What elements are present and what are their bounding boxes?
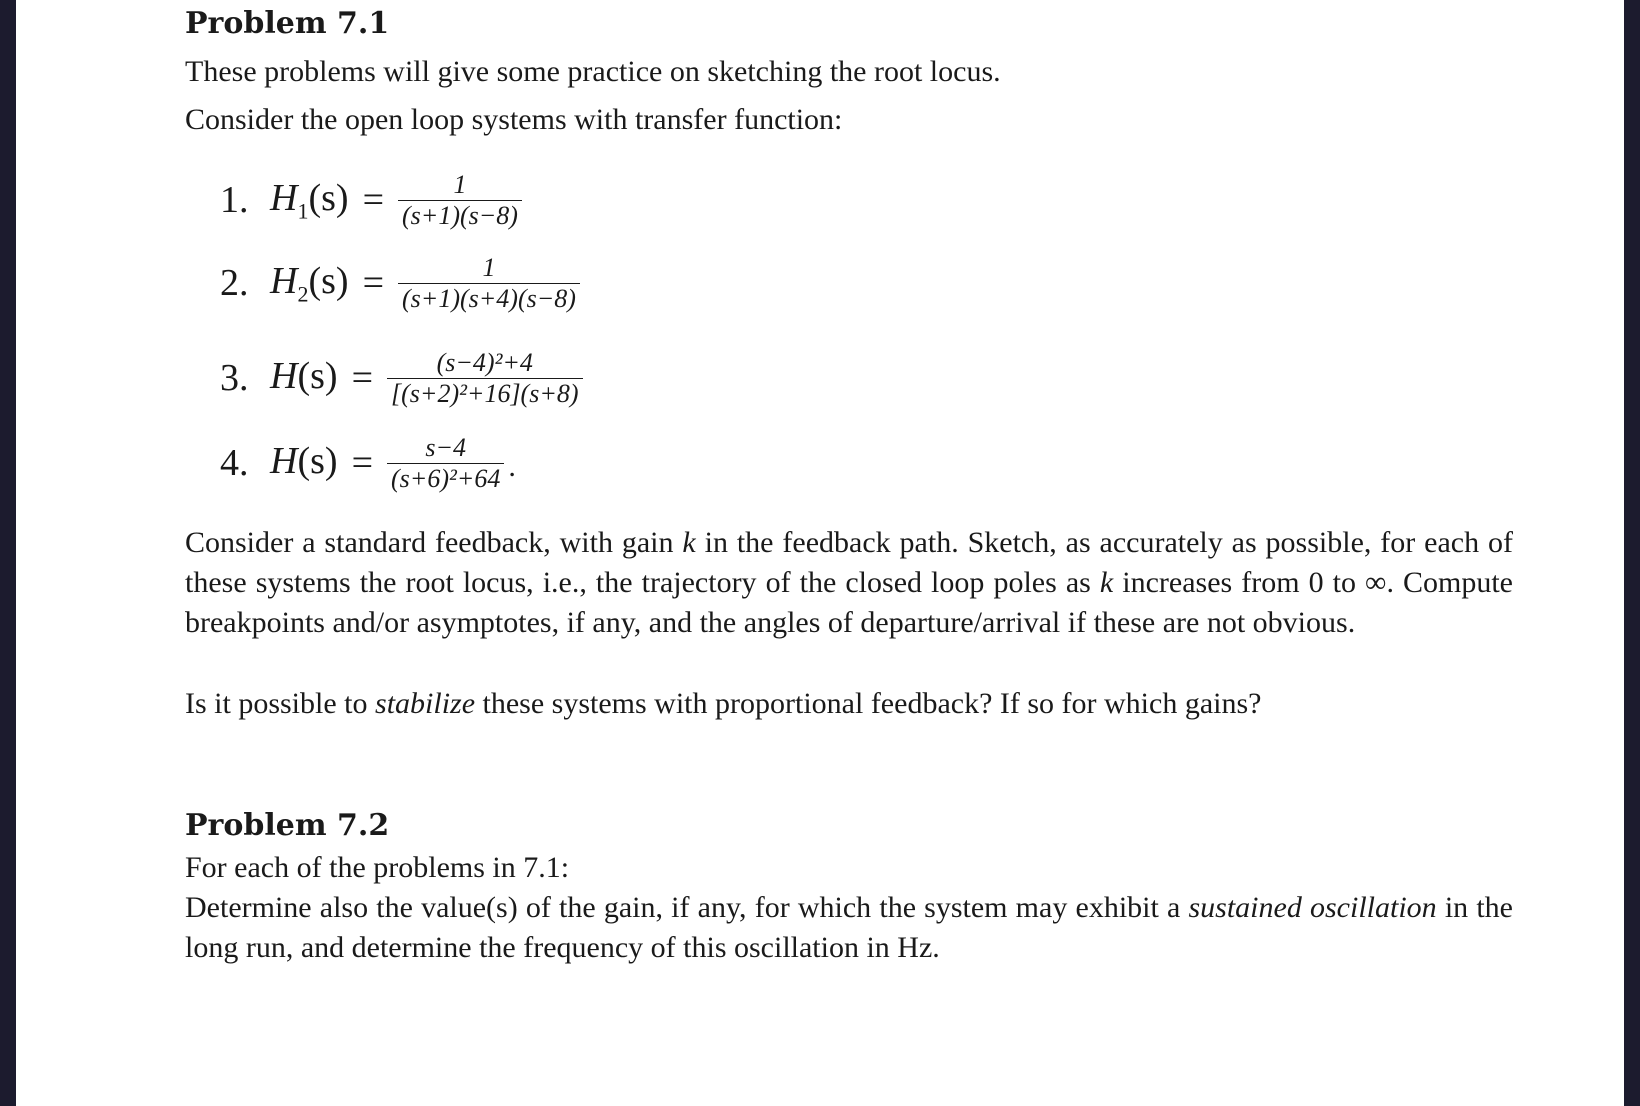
instructions-paragraph: Consider a standard feedback, with gain k in the feedback path. Sketch, as accurately as possible, for each of these systems the root locus, i.e., the trajectory of the closed loop poles as k increases from 0 to ∞. Compute breakpoints and/or asymptotes, if any, and the angles of departure/arrival if these are not obvious. [185, 526, 1513, 639]
equals-sign: = [351, 442, 373, 484]
denominator: [(s+2)²+16](s+8) [387, 378, 583, 409]
numerator: s−4 [425, 432, 466, 462]
oscillation-paragraph: Determine also the value(s) of the gain, if any, for which the system may exhibit a sustained oscillation in the long run, and determine the frequency of this oscillation in Hz. [185, 891, 1513, 964]
item-number: 3. [220, 357, 249, 399]
fraction [387, 348, 583, 409]
item-number: 4. [220, 442, 249, 484]
problem-7-2-line-1: For each of the problems in 7.1: [185, 851, 570, 884]
denominator: (s+1)(s−8) [398, 200, 522, 231]
denominator: (s+6)²+64 [387, 463, 504, 494]
document-page [16, 0, 1624, 1106]
item-number: 2. [220, 262, 249, 304]
function-name: H(s) [270, 439, 338, 482]
transfer-function-2 [220, 248, 584, 318]
numerator: 1 [453, 169, 467, 199]
intro-line-1: These problems will give some practice on sketching the root locus. [185, 55, 1001, 88]
numerator: (s−4)²+4 [436, 347, 533, 377]
fraction [398, 170, 522, 231]
function-name: H(s) [270, 354, 338, 397]
intro-line-2: Consider the open loop systems with transfer function: [185, 103, 843, 136]
gain-variable: k [1099, 566, 1114, 599]
fraction [398, 253, 580, 314]
gain-variable: k [682, 526, 696, 559]
fraction [387, 433, 504, 494]
equals-sign: = [362, 179, 384, 221]
transfer-function-1 [220, 165, 526, 235]
trailing-punct: . [508, 450, 516, 483]
item-number: 1. [220, 179, 249, 221]
function-name: $H_1(s)$ [270, 176, 349, 224]
transfer-function-4 [220, 428, 516, 498]
equals-sign: = [362, 262, 384, 304]
transfer-function-3 [220, 343, 587, 413]
function-name: $H_2(s)$ [270, 259, 349, 307]
problem-7-1-title: Problem 7.1 [185, 6, 390, 41]
equals-sign: = [351, 357, 373, 399]
numerator: 1 [482, 252, 496, 282]
stabilize-question: Is it possible to stabilize these systems with proportional feedback? If so for which gains? [185, 687, 1262, 720]
problem-7-2-title: Problem 7.2 [185, 808, 390, 843]
denominator: (s+1)(s+4)(s−8) [398, 283, 580, 314]
